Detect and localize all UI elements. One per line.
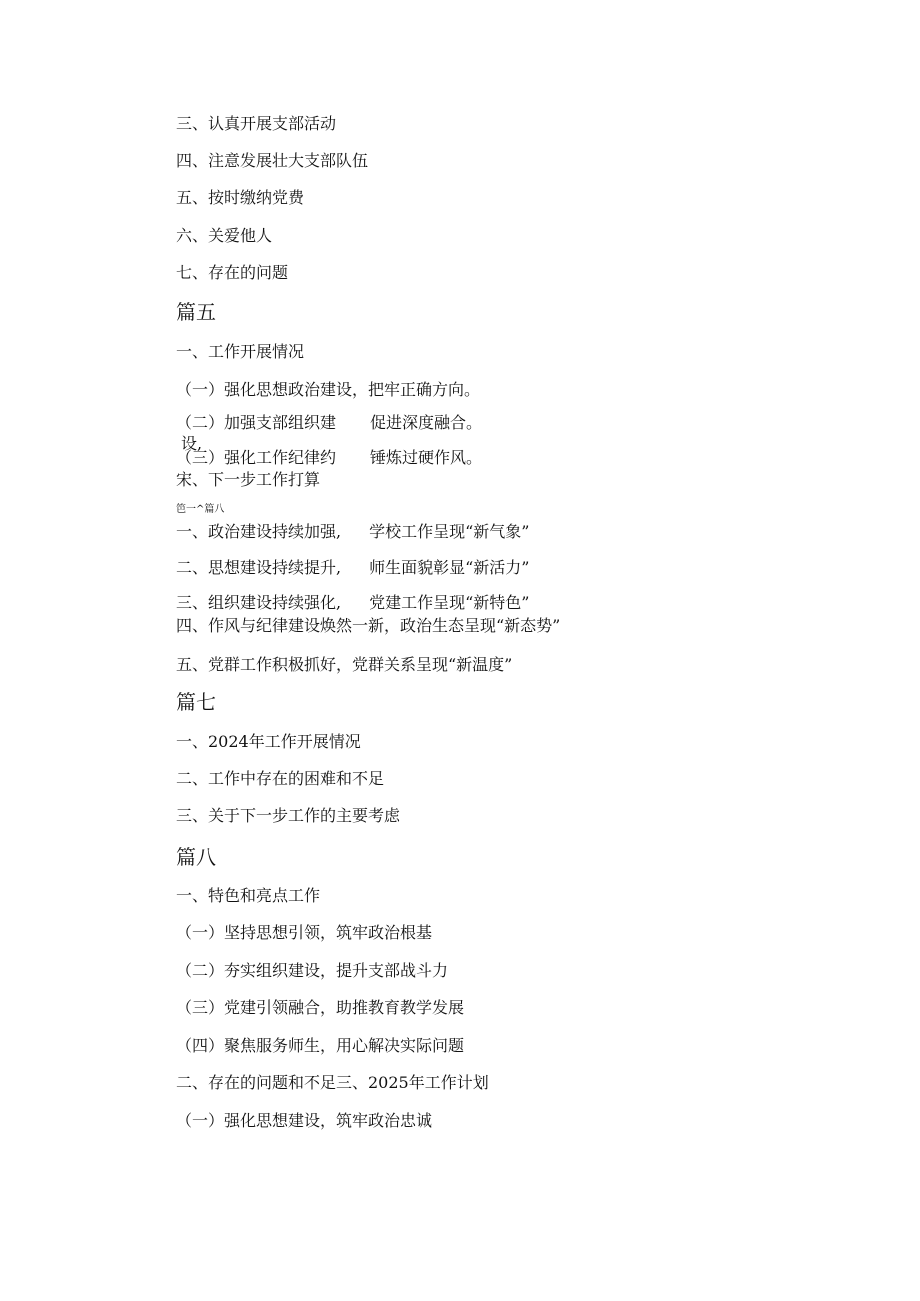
subsection-heading: （三）党建引领融合，助推教育教学发展 [176, 998, 465, 1017]
section-heading: 五、党群工作积极抓好，党群关系呈现“新温度” [176, 655, 513, 674]
section-heading: 宋、下一步工作打算 [176, 470, 321, 489]
text-fragment: 锤炼过硬作风。 [370, 448, 483, 467]
subsection-heading: （二）夯实组织建设，提升支部战斗力 [176, 961, 449, 980]
subsection-heading [176, 413, 482, 433]
text-fragment: （三）强化工作纪律约 [176, 448, 337, 467]
chapter-title: 篇八 [176, 845, 216, 869]
section-heading: 一、2024年工作开展情况 [176, 732, 361, 751]
text-fragment: 设, [181, 434, 203, 453]
section-heading [176, 558, 529, 578]
text-fragment: 促进深度融合。 [370, 413, 483, 432]
section-heading [176, 522, 529, 542]
subsection-heading: （一）强化思想政治建设，把牢正确方向。 [176, 380, 481, 399]
text-fragment: 三、组织建设持续强化, [176, 593, 342, 612]
section-heading: 一、特色和亮点工作 [176, 886, 321, 905]
section-heading: 四、作风与纪律建设焕然一新，政治生态呈现“新态势” [176, 616, 561, 635]
chapter-title: 篇五 [176, 300, 216, 324]
text-fragment: （二）加强支部组织建 [176, 413, 337, 432]
text-fragment: 师生面貌彰显“新活力” [369, 558, 530, 577]
section-heading: 五、按时缴纳党费 [176, 188, 305, 207]
section-heading [176, 593, 529, 613]
text-fragment: 二、思想建设持续提升, [176, 558, 342, 577]
subsection-heading: （一）强化思想建设，筑牢政治忠诚 [176, 1111, 433, 1130]
chapter-title: 篇七 [176, 690, 216, 714]
section-heading: 四、注意发展壮大支部队伍 [176, 151, 369, 170]
section-heading: 一、工作开展情况 [176, 342, 305, 361]
section-heading: 六、关爱他人 [176, 226, 273, 245]
subsection-heading [176, 448, 482, 468]
section-heading: 三、关于下一步工作的主要考虑 [176, 806, 401, 825]
subsection-heading: （四）聚焦服务师生，用心解决实际问题 [176, 1036, 465, 1055]
section-heading: 二、工作中存在的困难和不足 [176, 769, 385, 788]
section-heading: 二、存在的问题和不足三、2025年工作计划 [176, 1073, 489, 1092]
section-heading: 七、存在的问题 [176, 263, 289, 282]
text-fragment: 学校工作呈现“新气象” [369, 522, 530, 541]
text-fragment: 党建工作呈现“新特色” [369, 593, 530, 612]
text-fragment: 一、政治建设持续加强, [176, 522, 342, 541]
subsection-heading: （一）坚持思想引领，筑牢政治根基 [176, 923, 433, 942]
section-heading: 三、认真开展支部活动 [176, 114, 337, 133]
chapter-title: 笆一^篇八 [176, 504, 225, 515]
